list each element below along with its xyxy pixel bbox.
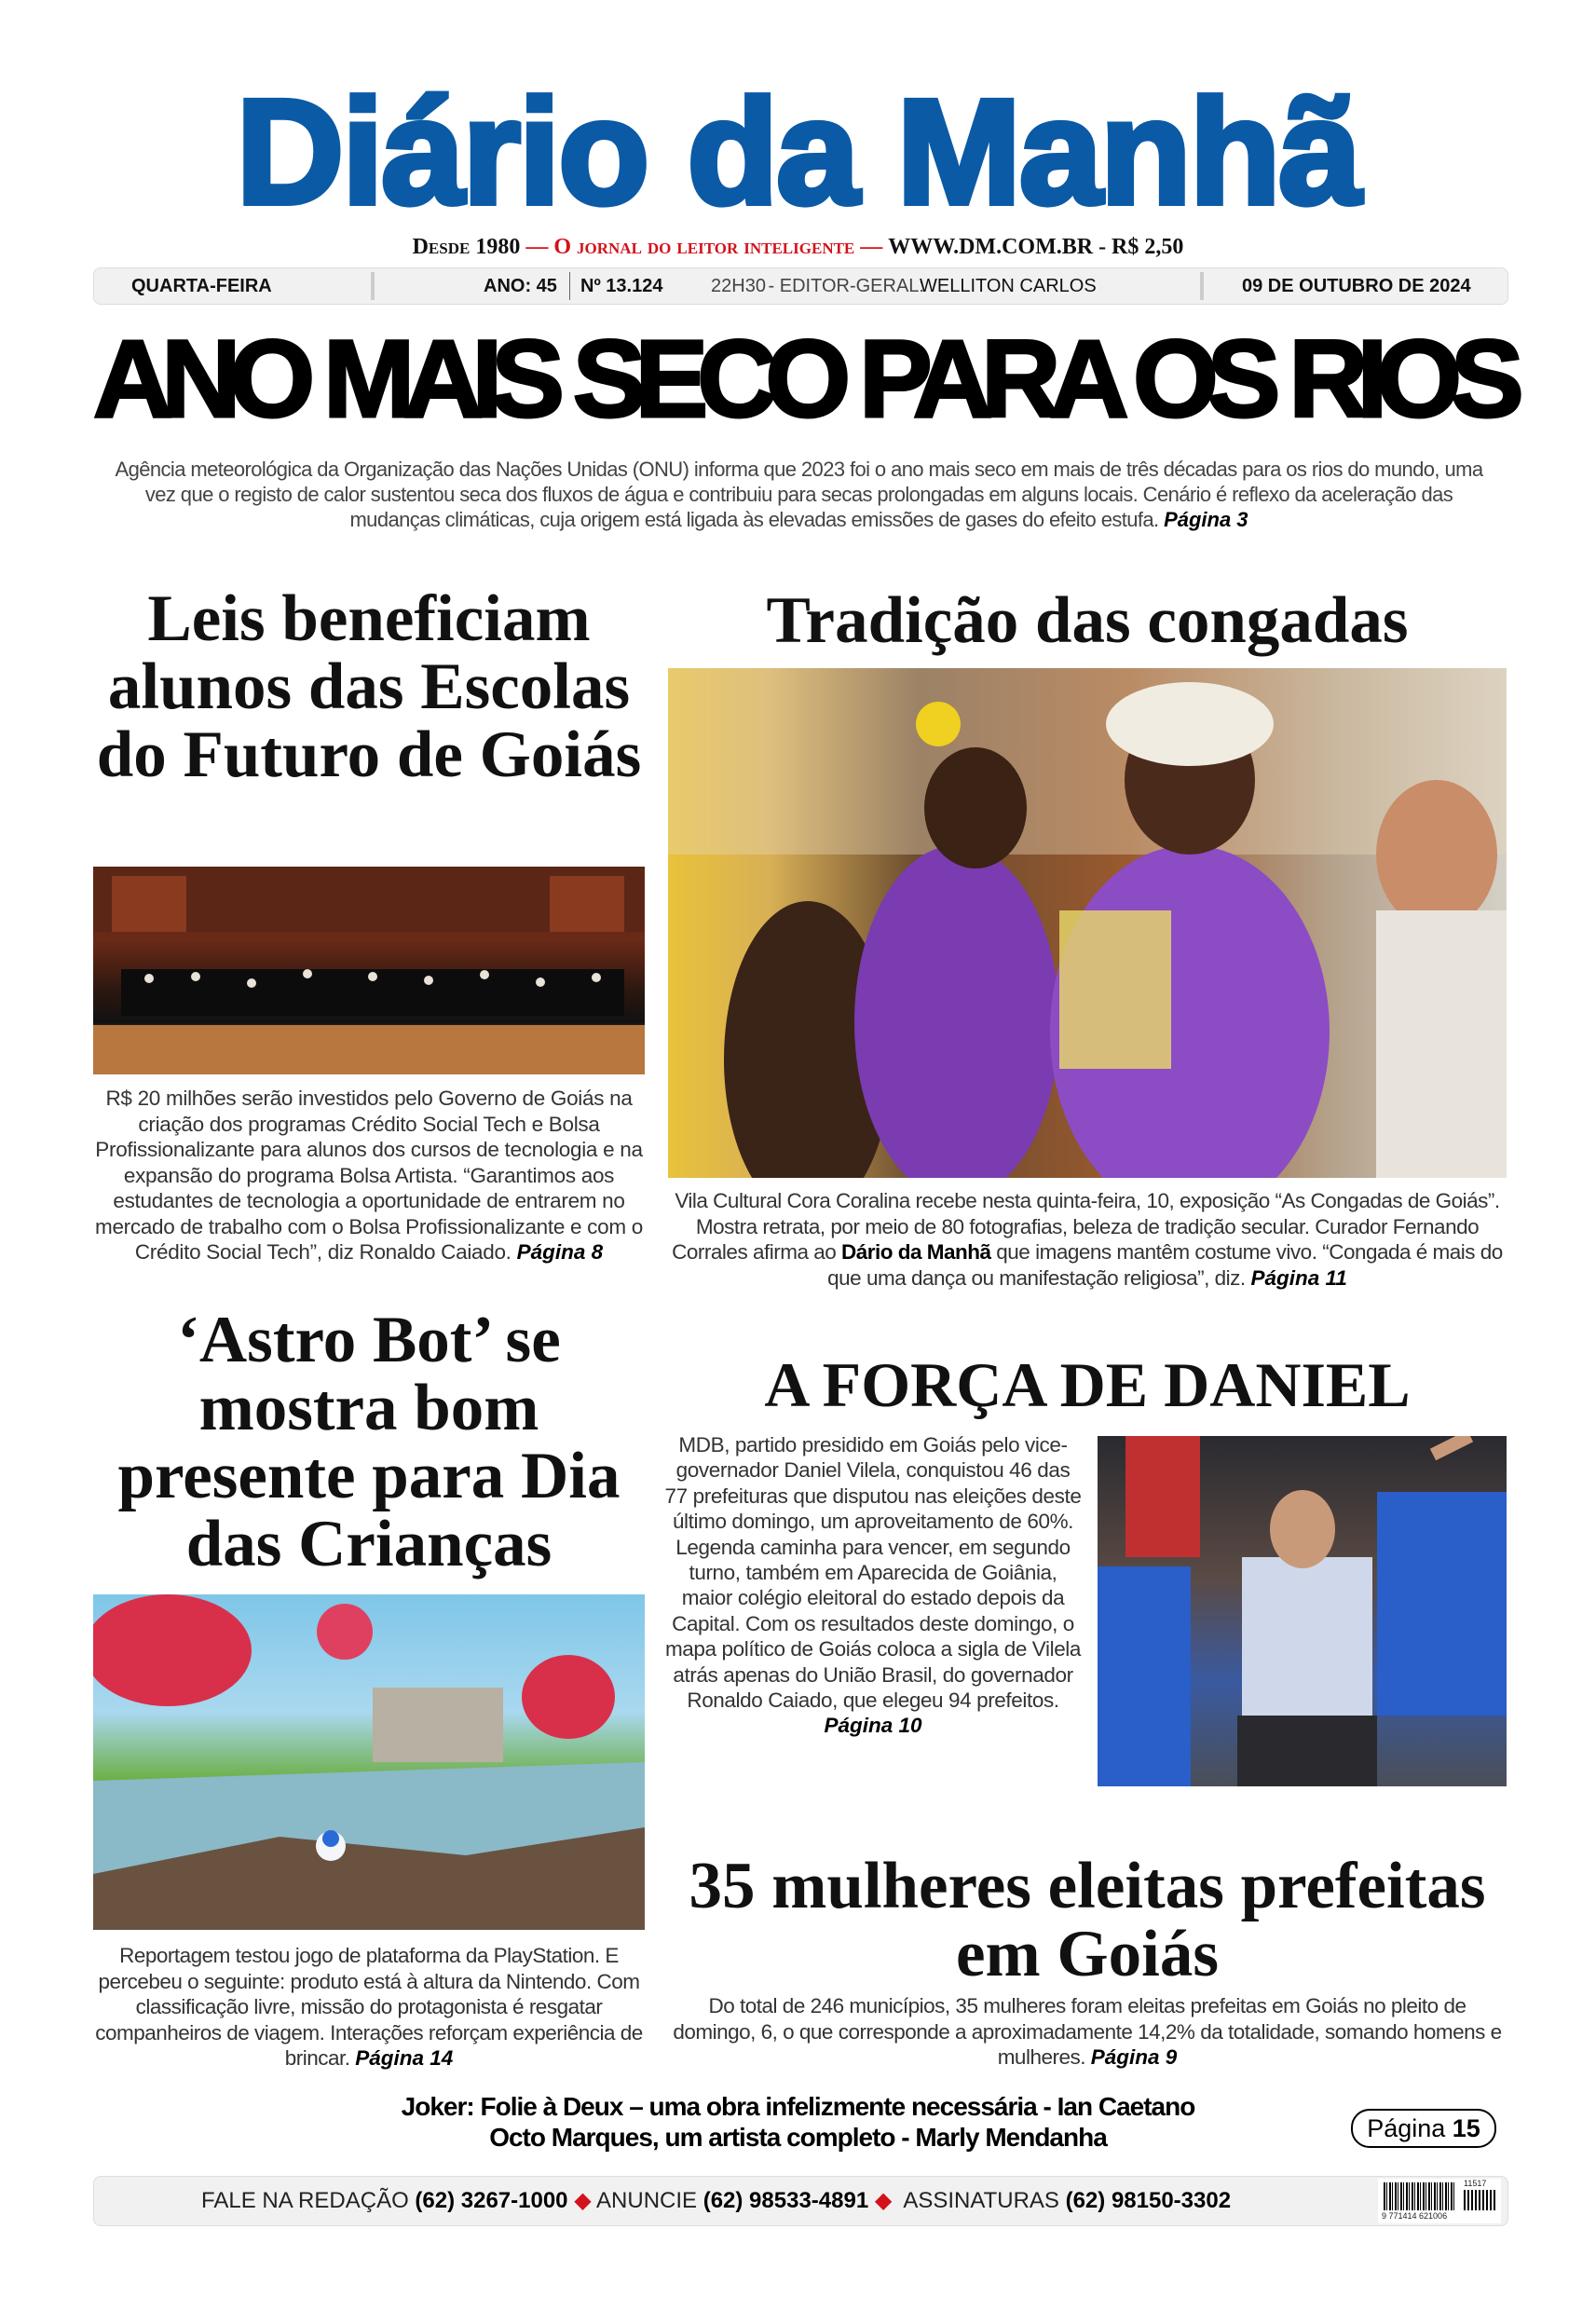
divider (1200, 272, 1204, 300)
story-text: Do total de 246 municípios, 35 mulheres foram eleitas prefeitas em Goiás no pleito de domingo, 6, o que corresponde a aproximadamente 14,2% da totalidade, somando homens e mulheres. (673, 1994, 1502, 2069)
story-headline-congadas[interactable]: Tradição das congadas (766, 584, 1409, 657)
diamond-icon: ◆ (574, 2188, 592, 2213)
page-number: 15 (1452, 2114, 1480, 2142)
lead-headline[interactable] (93, 318, 1513, 441)
orchestra-photo (93, 867, 645, 1074)
opinion-article-octo-marques[interactable]: Octo Marques, um artista completo - Marly Mendanha (489, 2123, 1107, 2152)
newspaper-masthead (0, 68, 1596, 235)
divider (569, 272, 570, 300)
story-text-mulheres (668, 1993, 1507, 2071)
page-reference[interactable]: Página 9 (1090, 2045, 1178, 2069)
dash: — (854, 235, 889, 259)
story-headline-daniel[interactable]: A FORÇA DE DANIEL (764, 1349, 1411, 1420)
opinion-article-joker[interactable]: Joker: Folie à Deux – uma obra infelizmente necessária - Ian Caetano (401, 2092, 1195, 2121)
story-text: que imagens mantêm costume vivo. “Congada é mais do que uma dança ou manifestação religiosa”, diz. (827, 1240, 1503, 1290)
edition-info-bar (93, 267, 1508, 305)
newspaper-logo: Diário da Manhã (236, 68, 1360, 235)
barcode (1378, 2179, 1501, 2223)
newsroom-label: FALE NA REDAÇÃO (201, 2188, 416, 2213)
dash: — (520, 235, 554, 259)
ads-phone[interactable]: (62) 98533-4891 (703, 2188, 869, 2213)
page-reference[interactable]: Página 11 (1250, 1265, 1347, 1290)
story-text-congadas (668, 1188, 1507, 1291)
opinion-page-badge[interactable] (1351, 2109, 1496, 2148)
story-text-leis (93, 1086, 645, 1265)
page-label: Página (1367, 2114, 1453, 2142)
lead-text: Agência meteorológica da Organização das Nações Unidas (ONU) informa que 2023 foi o ano mais seco em mais de três décadas para os rios do mundo, uma vez que o registo de calor sustentou seca dos fluxos de água e contribuiu para secas prolongadas em alguns locais. Cenário é reflexo da aceleração das mudanças climáticas, cuja origem está ligada às elevadas emissões de gases do efeito estufa. (115, 458, 1483, 531)
edition-date: 09 DE OUTUBRO DE 2024 (1242, 276, 1471, 296)
page-reference[interactable]: Página 3 (1164, 508, 1248, 531)
editor-label: - EDITOR-GERAL: (763, 276, 930, 296)
year: ANO: 45 (484, 276, 557, 296)
page-reference[interactable]: Página 8 (516, 1240, 604, 1264)
price: - R$ 2,50 (1093, 235, 1184, 259)
story-text-daniel (663, 1432, 1083, 1739)
ads-label: ANUNCIE (591, 2188, 703, 2213)
issue-number: Nº 13.124 (580, 276, 663, 296)
story-text-astrobot (93, 1943, 645, 2072)
congadas-photo (668, 668, 1507, 1178)
masthead-tagline (0, 233, 1596, 261)
congadas-illustration (668, 668, 1507, 1178)
barcode-icon (1384, 2182, 1456, 2210)
newspaper-name: Dário da Manhã (841, 1240, 991, 1264)
since-label: Desde 1980 (412, 235, 521, 259)
story-headline-astrobot[interactable]: ‘Astro Bot’ se mostra bom presente para Dia das Crianças (117, 1304, 621, 1580)
subscriptions-label: ASSINATURAS (892, 2188, 1066, 2213)
contact-footer (93, 2176, 1508, 2226)
newsroom-phone[interactable]: (62) 3267-1000 (415, 2188, 568, 2213)
story-text: R$ 20 milhões serão investidos pelo Governo de Goiás na criação dos programas Crédito Social Tech e Bolsa Profissionalizante para alunos dos cursos de tecnologia e na expansão do programa Bolsa Artista. “Garantimos aos estudantes de tecnologia a oportunidade de entrarem no mercado de trabalho com o Bolsa Profissionalizante e com o Crédito Social Tech”, diz Ronaldo Caiado. (95, 1087, 643, 1264)
story-headline-leis[interactable]: Leis beneficiam alunos das Escolas do Futuro de Goiás (96, 582, 642, 791)
story-headline-mulheres[interactable]: 35 mulheres eleitas prefeitas em Goiás (689, 1850, 1486, 1990)
story-text: Vila Cultural Cora Coralina recebe nesta quinta-feira, 10, exposição “As Congadas de Goiás”. Mostra retrata, por meio de 80 fotografias, beleza de tradição secular. Curador Fernando Corrales afirma ao (672, 1189, 1500, 1264)
divider (371, 272, 375, 300)
barcode-addon-icon (1464, 2190, 1495, 2210)
daniel-vilela-photo (1098, 1436, 1507, 1786)
subscriptions-phone[interactable]: (62) 98150-3302 (1065, 2188, 1232, 2213)
page-reference[interactable]: Página 10 (824, 1714, 922, 1738)
orchestra-illustration (93, 867, 645, 1074)
weekday: QUARTA-FEIRA (131, 276, 272, 296)
editor-name: WELLITON CARLOS (920, 276, 1097, 296)
story-text: MDB, partido presidido em Goiás pelo vice-governador Daniel Vilela, conquistou 46 das 77 prefeituras que disputou nas eleições deste último domingo, um aproveitamento de 60%. Legenda caminha para vencer, em segundo turno, também em Aparecida de Goiânia, maior colégio eleitoral do estado depois da Capital. Com os resultados deste domingo, o mapa político de Goiás coloca a sigla de Vilela atrás apenas do União Brasil, do governador Ronaldo Caiado, que elegeu 94 prefeitos. (664, 1433, 1082, 1713)
slogan: O jornal do leitor inteligente (553, 235, 855, 259)
astro-bot-illustration (93, 1594, 645, 1930)
contact-line (201, 2177, 1231, 2225)
page-reference[interactable]: Página 14 (355, 2046, 454, 2070)
lead-summary (98, 457, 1500, 532)
time: 22H30 (711, 276, 766, 296)
astro-bot-photo (93, 1594, 645, 1930)
story-text: Reportagem testou jogo de plataforma da PlayStation. E percebeu o seguinte: produto está à altura da Nintendo. Com classificação livre, missão do protagonista é resgatar companheiros de viagem. Interações reforçam experiência de brincar. (95, 1944, 643, 2070)
website-link[interactable]: WWW.DM.COM.BR (888, 235, 1094, 259)
lead-headline-text: ANO MAIS SECO PARA OS RIOS (93, 318, 1513, 441)
diamond-icon: ◆ (874, 2188, 893, 2213)
barcode-number: 9 771414 621006 (1382, 2211, 1448, 2221)
rally-illustration (1098, 1436, 1507, 1786)
barcode-addon-number: 11517 (1464, 2179, 1487, 2188)
